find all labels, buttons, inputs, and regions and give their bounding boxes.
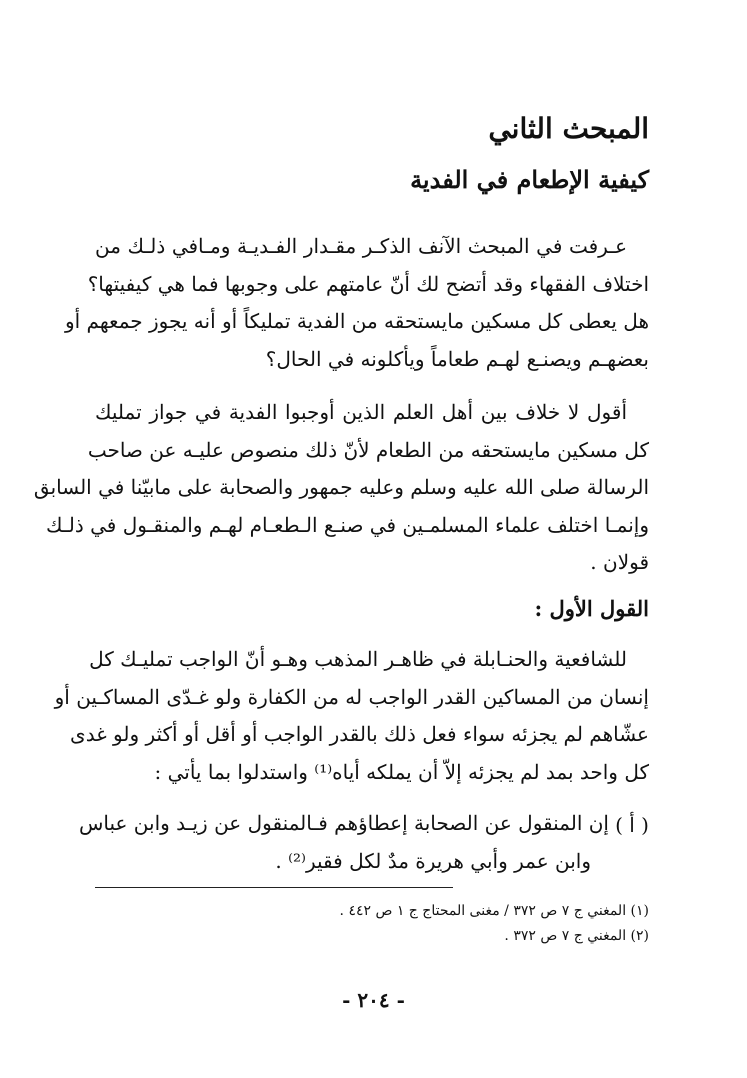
paragraph-line: كل واحد بمد لم يجزئه إلاّ أن يملكه أياه⁽¹⁾ واستدلوا بما يأتي : (154, 759, 649, 784)
item-a (78, 805, 609, 880)
paragraph-line: أقول لا خلاف بين أهل العلم الذين أوجبوا الفدية في جواز تمليك (95, 400, 627, 424)
section-heading: المبحث الثاني (488, 112, 649, 145)
paragraph-line: الرسالة صلى الله عليه وسلم وعليه جمهور والصحابة على مابيّنا في السابق (33, 475, 649, 499)
section-subheading: كيفية الإطعام في الفدية (410, 165, 649, 194)
first-opinion-title: القول الأول : (534, 596, 649, 621)
paragraph-2 (33, 394, 649, 582)
paragraph-line: عشّاهم لم يجزئه سواء فعل ذلك بالقدر الواجب أو أقل أو أكثر ولو غدى (70, 722, 649, 746)
footnote-1: (١) المغني ج ٧ ص ٣٧٢ / مغنى المحتاج ج ١ ص ٤٤٢ . (339, 903, 649, 919)
paragraph-1 (64, 228, 649, 378)
paragraph-line: وإنمـا اختلف علماء المسلمـين في صنـع الـطعـام لهـم والمنقـول في ذلـك (46, 512, 649, 537)
paragraph-line: اختلاف الفقهاء وقد أتضح لك أنّ عامتهم على وجوبها فما هي كيفيتها؟ (87, 271, 649, 296)
paragraph-3 (54, 641, 649, 791)
paragraph-line: للشافعية والحنـابلة في ظاهـر المذهب وهـو أنّ الواجب تمليـك كل (89, 647, 627, 671)
paragraph-line: هل يعطى كل مسكين مايستحقه من الفدية تمليكاً أو أنه يجوز جمعهم أو (64, 309, 649, 333)
page-number: - ٢٠٤ - (342, 988, 405, 1012)
paragraph-line: عـرفت في المبحث الآنف الذكـر مقـدار الفـديـة ومـافي ذلـك من (95, 234, 627, 258)
item-a-marker: ( أ ) (615, 813, 649, 837)
paragraph-line: كل مسكين مايستحقه من الطعام لأنّ ذلك منصوص عليـه عن صاحب (87, 437, 649, 462)
paragraph-line: إن المنقول عن الصحابة إعطاؤهم فـالمنقول عن زيـد وابن عباس (78, 811, 609, 835)
paragraph-line: إنسان من المساكين القدر الواجب له من الكفارة ولو غـدّى المساكـين أو (54, 684, 649, 709)
paragraph-line: وابن عمر وأبي هريرة مدٌ لكل فقير⁽²⁾ . (275, 848, 591, 873)
paragraph-line: قولان . (590, 550, 649, 574)
paragraph-line: بعضهـم ويصنـع لهـم طعاماً ويأكلونه في الحال؟ (265, 346, 649, 371)
footnote-divider (95, 887, 453, 888)
footnote-2: (٢) المغني ج ٧ ص ٣٧٢ . (504, 928, 649, 944)
